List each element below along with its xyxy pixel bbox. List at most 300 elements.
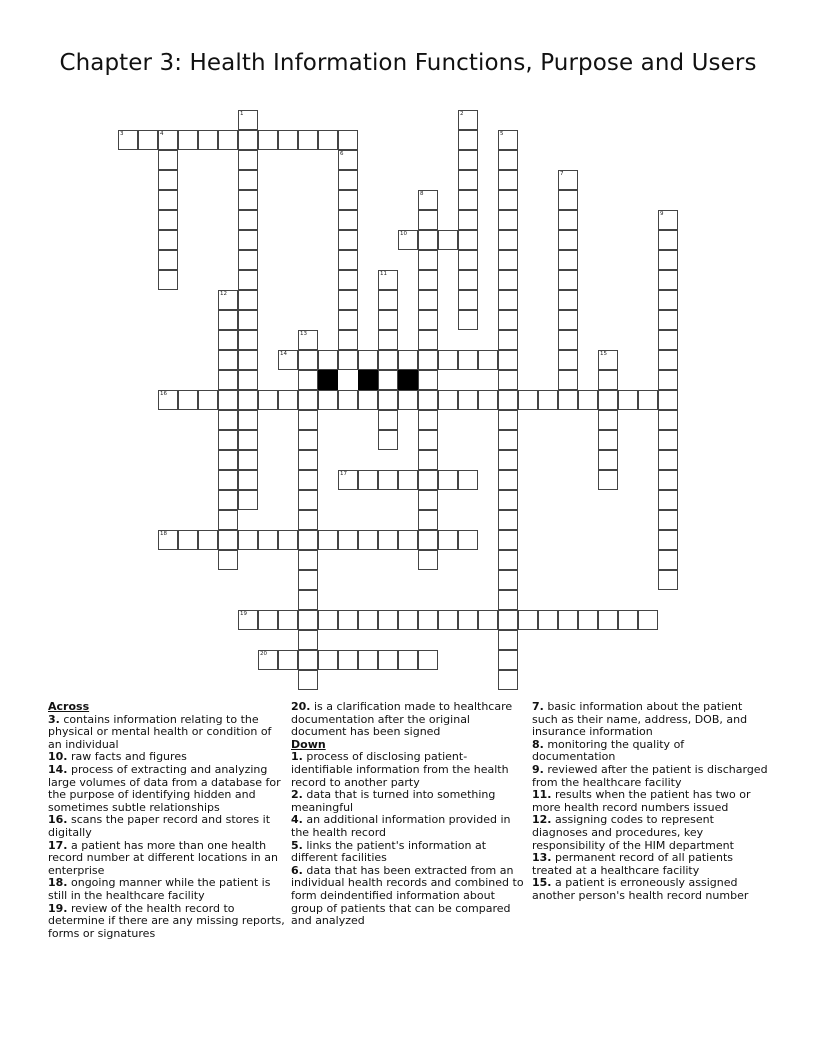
crossword-cell[interactable] [558,610,578,630]
crossword-cell[interactable] [418,190,438,210]
crossword-cell[interactable] [498,670,518,690]
crossword-cell[interactable] [218,510,238,530]
crossword-cell[interactable] [498,630,518,650]
crossword-cell[interactable] [378,610,398,630]
crossword-cell[interactable] [218,410,238,430]
clues-column-1 [48,701,286,940]
clue-number: 14 [280,351,287,357]
crossword-cell[interactable] [338,350,358,370]
crossword-cell[interactable] [218,550,238,570]
crossword-cell[interactable] [458,610,478,630]
crossword-cell[interactable] [418,230,438,250]
crossword-cell[interactable] [658,470,678,490]
crossword-cell[interactable] [318,530,338,550]
crossword-cell[interactable] [518,390,538,410]
crossword-cell[interactable] [458,130,478,150]
crossword-cell[interactable] [458,390,478,410]
crossword-cell[interactable] [158,190,178,210]
crossword-cell[interactable] [338,170,358,190]
crossword-cell[interactable] [658,270,678,290]
crossword-cell[interactable] [338,390,358,410]
crossword-cell[interactable] [558,190,578,210]
crossword-cell[interactable] [458,290,478,310]
crossword-cell[interactable] [278,610,298,630]
crossword-cell[interactable] [238,290,258,310]
clue-across-19: 19. review of the health record to determine if there are any missing reports, forms or signatures [48,901,285,940]
crossword-cell[interactable] [458,350,478,370]
clue-number: 19 [240,611,247,617]
crossword-cell[interactable] [658,550,678,570]
crossword-cell[interactable] [418,510,438,530]
crossword-cell[interactable] [298,430,318,450]
crossword-cell[interactable] [298,450,318,470]
crossword-cell[interactable] [238,250,258,270]
crossword-cell[interactable] [498,250,518,270]
clue-across-17: 17. a patient has more than one health record number at different locations in an enterprise [48,838,278,877]
crossword-cell[interactable] [458,470,478,490]
crossword-cell[interactable] [298,510,318,530]
crossword-cell[interactable] [238,450,258,470]
clue-down-11: 11. results when the patient has two or more health record numbers issued [532,788,751,814]
crossword-cell[interactable] [298,470,318,490]
crossword-cell[interactable] [378,470,398,490]
crossword-cell[interactable] [598,350,618,370]
crossword-cell[interactable] [658,570,678,590]
crossword-cell[interactable] [378,270,398,290]
crossword-cell[interactable] [338,650,358,670]
crossword-cell[interactable] [578,610,598,630]
crossword-cell[interactable] [238,330,258,350]
crossword-cell[interactable] [298,650,318,670]
crossword-cell[interactable] [158,390,178,410]
crossword-cell[interactable] [298,350,318,370]
crossword-cell[interactable] [458,270,478,290]
crossword-cell[interactable] [238,390,258,410]
crossword-cell[interactable] [318,610,338,630]
crossword-cell[interactable] [378,650,398,670]
crossword-cell[interactable] [298,670,318,690]
crossword-cell[interactable] [238,350,258,370]
crossword-cell[interactable] [298,490,318,510]
crossword-cell[interactable] [658,290,678,310]
crossword-cell[interactable] [318,350,338,370]
crossword-cell[interactable] [178,130,198,150]
clue-number: 20 [260,651,267,657]
clue-down-13: 13. permanent record of all patients treated at a healthcare facility [532,851,734,877]
clue-down-6: 6. data that has been extracted from an individual health records and combined to form deindentified information about group of patients that can be compared and analyzed [291,863,524,928]
crossword-cell[interactable] [158,170,178,190]
crossword-cell[interactable] [498,530,518,550]
crossword-cell[interactable] [238,170,258,190]
crossword-cell[interactable] [558,250,578,270]
crossword-cell[interactable] [538,610,558,630]
crossword-cell[interactable] [458,310,478,330]
crossword-cell[interactable] [418,450,438,470]
crossword-cell[interactable] [338,470,358,490]
crossword-cell[interactable] [278,350,298,370]
crossword-cell[interactable] [658,390,678,410]
crossword-cell[interactable] [478,390,498,410]
crossword-cell[interactable] [338,210,358,230]
crossword-cell[interactable] [218,490,238,510]
crossword-cell[interactable] [418,270,438,290]
clue-down-2: 2. data that is turned into something meaningful [291,788,496,814]
black-square [318,370,338,390]
clue-number: 7 [560,171,564,177]
crossword-cell[interactable] [498,150,518,170]
crossword-cell[interactable] [458,150,478,170]
crossword-cell[interactable] [298,410,318,430]
crossword-cell[interactable] [598,410,618,430]
crossword-cell[interactable] [358,530,378,550]
crossword-cell[interactable] [218,450,238,470]
crossword-cell[interactable] [418,470,438,490]
crossword-cell[interactable] [198,530,218,550]
crossword-cell[interactable] [158,210,178,230]
crossword-cell[interactable] [638,390,658,410]
crossword-cell[interactable] [338,190,358,210]
crossword-cell[interactable] [658,490,678,510]
crossword-cell[interactable] [238,610,258,630]
crossword-cell[interactable] [298,630,318,650]
crossword-cell[interactable] [258,610,278,630]
crossword-cell[interactable] [238,150,258,170]
crossword-cell[interactable] [498,610,518,630]
crossword-cell[interactable] [218,390,238,410]
down-heading: Down [291,737,326,751]
crossword-cell[interactable] [218,470,238,490]
crossword-cell[interactable] [638,610,658,630]
crossword-cell[interactable] [338,310,358,330]
crossword-cell[interactable] [238,430,258,450]
crossword-cell[interactable] [238,190,258,210]
crossword-cell[interactable] [498,230,518,250]
crossword-cell[interactable] [558,330,578,350]
crossword-cell[interactable] [558,370,578,390]
crossword-cell[interactable] [558,350,578,370]
crossword-cell[interactable] [578,390,598,410]
clue-number: 15 [600,351,607,357]
crossword-cell[interactable] [658,210,678,230]
crossword-cell[interactable] [658,350,678,370]
crossword-cell[interactable] [658,410,678,430]
crossword-cell[interactable] [598,370,618,390]
crossword-cell[interactable] [258,530,278,550]
crossword-cell[interactable] [158,230,178,250]
crossword-cell[interactable] [558,230,578,250]
crossword-cell[interactable] [418,430,438,450]
crossword-cell[interactable] [658,430,678,450]
crossword-cell[interactable] [158,250,178,270]
crossword-cell[interactable] [378,370,398,390]
crossword-cell[interactable] [378,410,398,430]
crossword-cell[interactable] [418,490,438,510]
crossword-cell[interactable] [498,170,518,190]
crossword-cell[interactable] [238,490,258,510]
crossword-cell[interactable] [198,130,218,150]
clue-number: 11 [380,271,387,277]
crossword-cell[interactable] [598,610,618,630]
crossword-cell[interactable] [598,430,618,450]
clues-column-3 [532,701,768,903]
crossword-cell[interactable] [338,290,358,310]
crossword-cell[interactable] [178,390,198,410]
clue-across-14: 14. process of extracting and analyzing large volumes of data from a database for the purpose of identifying hidden and sometimes subtle relationships [48,762,281,814]
crossword-cell[interactable] [418,330,438,350]
crossword-cell[interactable] [218,430,238,450]
black-square [358,370,378,390]
crossword-cell[interactable] [338,150,358,170]
crossword-cell[interactable] [398,230,418,250]
crossword-cell[interactable] [238,230,258,250]
crossword-cell[interactable] [238,130,258,150]
clue-across-3: 3. contains information relating to the physical or mental health or condition of an individual [48,712,272,751]
crossword-cell[interactable] [498,410,518,430]
crossword-cell[interactable] [238,410,258,430]
crossword-cell[interactable] [538,390,558,410]
crossword-cell[interactable] [278,650,298,670]
clue-number: 17 [340,471,347,477]
crossword-cell[interactable] [418,650,438,670]
crossword-cell[interactable] [658,370,678,390]
clue-down-4: 4. an additional information provided in the health record [291,813,511,839]
crossword-cell[interactable] [518,610,538,630]
crossword-cell[interactable] [498,550,518,570]
crossword-cell[interactable] [458,110,478,130]
crossword-cell[interactable] [298,370,318,390]
crossword-cell[interactable] [378,530,398,550]
crossword-cell[interactable] [658,230,678,250]
clue-down-9: 9. reviewed after the patient is discharged from the healthcare facility [532,762,768,789]
crossword-cell[interactable] [618,390,638,410]
crossword-cell[interactable] [458,190,478,210]
crossword-cell[interactable] [298,550,318,570]
clue-down-7: 7. basic information about the patient such as their name, address, DOB, and insurance information [532,700,748,739]
crossword-cell[interactable] [458,170,478,190]
crossword-cell[interactable] [318,390,338,410]
crossword-cell[interactable] [238,470,258,490]
clue-number: 16 [160,391,167,397]
crossword-cell[interactable] [158,530,178,550]
crossword-cell[interactable] [558,290,578,310]
crossword-cell[interactable] [418,370,438,390]
clue-number: 12 [220,291,227,297]
crossword-cell[interactable] [598,470,618,490]
crossword-cell[interactable] [178,530,198,550]
crossword-cell[interactable] [338,610,358,630]
crossword-cell[interactable] [238,310,258,330]
crossword-cell[interactable] [558,210,578,230]
crossword-cell[interactable] [278,530,298,550]
crossword-cell[interactable] [478,350,498,370]
clue-down-15: 15. a patient is erroneously assigned another person's health record number [532,876,749,902]
crossword-cell[interactable] [358,350,378,370]
crossword-cell[interactable] [418,210,438,230]
crossword-cell[interactable] [438,610,458,630]
crossword-cell[interactable] [658,250,678,270]
crossword-cell[interactable] [238,210,258,230]
crossword-cell[interactable] [258,650,278,670]
crossword-cell[interactable] [238,270,258,290]
crossword-cell[interactable] [418,610,438,630]
clue-down-8: 8. monitoring the quality of documentation [532,737,685,764]
crossword-cell[interactable] [118,130,138,150]
crossword-cell[interactable] [398,390,418,410]
crossword-cell[interactable] [418,350,438,370]
crossword-cell[interactable] [398,650,418,670]
crossword-cell[interactable] [398,610,418,630]
crossword-cell[interactable] [298,590,318,610]
crossword-cell[interactable] [418,310,438,330]
crossword-cell[interactable] [498,470,518,490]
crossword-cell[interactable] [198,390,218,410]
crossword-cell[interactable] [238,530,258,550]
crossword-cell[interactable] [418,550,438,570]
crossword-cell[interactable] [658,450,678,470]
crossword-cell[interactable] [238,370,258,390]
crossword-cell[interactable] [218,350,238,370]
crossword-cell[interactable] [458,250,478,270]
crossword-cell[interactable] [438,230,458,250]
crossword-cell[interactable] [378,430,398,450]
crossword-cell[interactable] [358,390,378,410]
crossword-cell[interactable] [418,290,438,310]
crossword-cell[interactable] [298,130,318,150]
clue-number: 10 [400,231,407,237]
crossword-cell[interactable] [218,530,238,550]
crossword-cell[interactable] [218,290,238,310]
clue-down-5: 5. links the patient's information at different facilities [291,838,487,865]
page-title: Chapter 3: Health Information Functions, Purpose and Users [59,50,757,76]
crossword-cell[interactable] [378,390,398,410]
crossword-cell[interactable] [158,150,178,170]
crossword-cell[interactable] [338,530,358,550]
crossword-cell[interactable] [498,270,518,290]
clue-number: 13 [300,331,307,337]
crossword-cell[interactable] [458,210,478,230]
crossword-cell[interactable] [498,390,518,410]
crossword-cell[interactable] [498,330,518,350]
across-heading: Across [48,700,90,713]
clue-across-18: 18. ongoing manner while the patient is still in the healthcare facility [48,876,271,902]
crossword-cell[interactable] [278,130,298,150]
crossword-cell[interactable] [418,410,438,430]
crossword-cell[interactable] [258,130,278,150]
crossword-cell[interactable] [338,230,358,250]
crossword-cell[interactable] [238,110,258,130]
crossword-cell[interactable] [658,330,678,350]
crossword-cell[interactable] [338,270,358,290]
crossword-cell[interactable] [418,250,438,270]
crossword-cell[interactable] [558,170,578,190]
crossword-cell[interactable] [358,470,378,490]
clue-across-16: 16. scans the paper record and stores it digitally [48,813,271,839]
clue-number: 18 [160,531,167,537]
crossword-cell[interactable] [318,130,338,150]
clues-column-2 [291,701,527,928]
crossword-cell[interactable] [378,350,398,370]
crossword-cell[interactable] [258,390,278,410]
crossword-cell[interactable] [498,350,518,370]
crossword-cell[interactable] [378,330,398,350]
crossword-cell[interactable] [438,350,458,370]
crossword-cell[interactable] [498,290,518,310]
crossword-cell[interactable] [218,370,238,390]
crossword-cell[interactable] [378,290,398,310]
crossword-cell[interactable] [438,390,458,410]
crossword-cell[interactable] [418,530,438,550]
crossword-cell[interactable] [498,590,518,610]
crossword-cell[interactable] [558,390,578,410]
crossword-cell[interactable] [358,610,378,630]
crossword-cell[interactable] [218,310,238,330]
crossword-cell[interactable] [298,570,318,590]
crossword-cell[interactable] [498,430,518,450]
crossword-cell[interactable] [598,390,618,410]
crossword-cell[interactable] [498,510,518,530]
crossword-cell[interactable] [498,190,518,210]
clue-number: 2 [460,111,464,117]
crossword-cell[interactable] [398,350,418,370]
crossword-cell[interactable] [498,310,518,330]
crossword-cell[interactable] [378,310,398,330]
crossword-cell[interactable] [558,310,578,330]
crossword-cell[interactable] [558,270,578,290]
crossword-cell[interactable] [278,390,298,410]
crossword-cell[interactable] [458,230,478,250]
crossword-cell[interactable] [298,610,318,630]
crossword-cell[interactable] [498,210,518,230]
crossword-cell[interactable] [338,130,358,150]
crossword-cell[interactable] [478,610,498,630]
crossword-cell[interactable] [218,330,238,350]
crossword-cell[interactable] [658,530,678,550]
crossword-cell[interactable] [498,650,518,670]
crossword-cell[interactable] [498,450,518,470]
crossword-cell[interactable] [498,370,518,390]
clue-down-12: 12. assigning codes to represent diagnoses and procedures, key responsibility of the HIM department [532,813,734,852]
crossword-cell[interactable] [298,390,318,410]
crossword-cell[interactable] [438,530,458,550]
crossword-cell[interactable] [218,130,238,150]
crossword-cell[interactable] [298,530,318,550]
clue-across-20: 20. is a clarification made to healthcare documentation after the original document has been signed [291,700,513,739]
crossword-cell[interactable] [598,450,618,470]
crossword-cell[interactable] [398,470,418,490]
crossword-cell[interactable] [498,490,518,510]
crossword-cell[interactable] [418,390,438,410]
crossword-cell[interactable] [318,650,338,670]
crossword-cell[interactable] [298,330,318,350]
crossword-cell[interactable] [618,610,638,630]
clue-number: 4 [160,131,164,137]
clue-across-10: 10. raw facts and figures [48,750,187,764]
clue-number: 9 [660,211,664,217]
crossword-cell[interactable] [338,330,358,350]
crossword-cell[interactable] [458,530,478,550]
crossword-cell[interactable] [158,270,178,290]
crossword-cell[interactable] [658,510,678,530]
crossword-cell[interactable] [398,530,418,550]
crossword-cell[interactable] [498,130,518,150]
crossword-cell[interactable] [498,570,518,590]
crossword-cell[interactable] [658,310,678,330]
crossword-cell[interactable] [158,130,178,150]
crossword-cell[interactable] [138,130,158,150]
crossword-cell[interactable] [338,250,358,270]
crossword-cell[interactable] [358,650,378,670]
crossword-cell[interactable] [438,470,458,490]
